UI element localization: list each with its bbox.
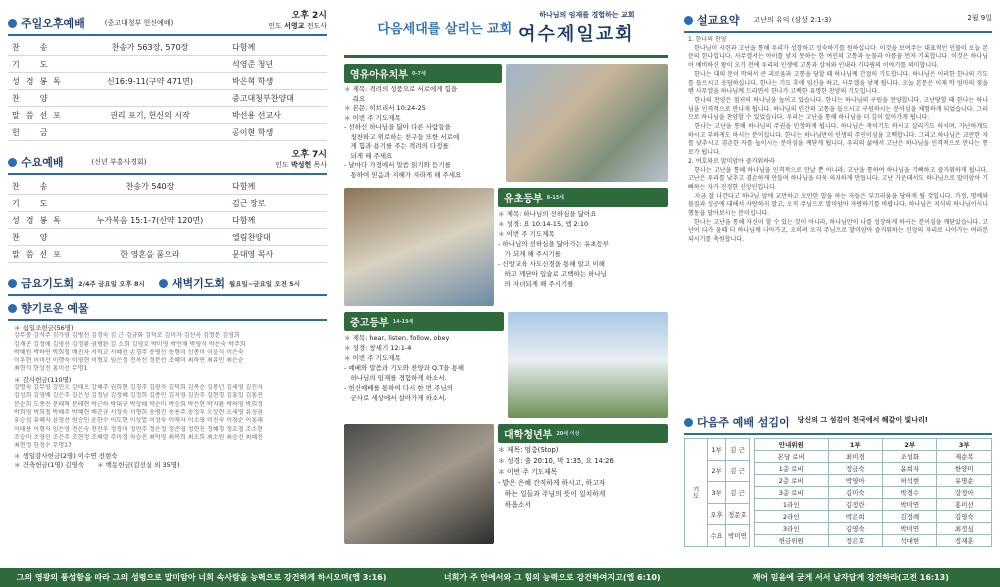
title-text: 영유아유치부 [350,70,408,81]
middle-column [340,0,672,568]
name-line: 조승미 조영선 조은주 조현정 조혜령 주미경 차승진 최덕영 최복희 최소희 최소원 최승진 최혜진 [14,433,263,441]
title-text: 설교요약 [697,14,740,27]
guide-cell: 김정례 [883,511,937,523]
name-line: 최현식 한상진 홍미선 무명1 [14,365,88,373]
sermon-paragraph: 1. 한나의 찬양 [688,36,727,43]
leader-role: 목사 [313,161,327,169]
dawn-prayer [159,275,300,291]
bullet-icon [8,279,17,288]
order-person: 다함께 [232,42,256,52]
order-content: 권리 포기, 헌신의 시작 [110,110,190,120]
infant-header [344,64,502,83]
next-week-header [684,410,992,430]
age: 8-13세 [546,195,564,201]
child-header [498,188,668,207]
wed-order [8,178,327,263]
order-content: 찬송가 540장 [125,181,175,191]
age: 0-7세 [411,71,426,77]
right-column [676,0,1000,568]
name-line: 문순희 도종진 문태혁 문태현 박근하 박대규 박상혜 박순미 박승희 박은현 박지환 박하영 박희정 [14,400,263,408]
prayer-person: 김 근 [725,482,749,504]
order-label: 성경봉독 [12,76,67,86]
left-column [0,0,335,568]
next-week-sub: 당신의 그 섬김이 천국에서 해같이 빛나리! [797,416,929,424]
prayer-service: 오후 [708,503,726,525]
guide-cell: 제순복 [937,451,992,463]
sermon-paragraph: 한나는 고난을 통해 하나님의 주권을 인정하게 됩니다. 하나님은 죽이기도 하시고 살리기도 하시며, 가난하게도 하시고 부하게도 하시는 분이십니다. 한나는 하나님만이 인생의 주인이심을 고백합니다. 그리고 하나님은 교만한 자를 낮추시고 겸손한 자를 높이시는 분이심을 깨닫게 됩니다. 우리의 삶에서 고난은 하나님을 인격적으로 만나는 통로가 됩니다. [688,123,990,157]
title-text: 금요기도회 [21,277,75,290]
guide-cell: 조성화 [883,451,937,463]
guide-cell: 최정심 [937,523,992,535]
name-line: 강명숙 강무영 강민오 강태오 강혜주 권희현 김경주 김광자 김덕희 김복순 김봉년 김세영 김진자 [14,384,263,392]
guide-row [755,499,992,511]
youth-header [344,312,504,331]
order-content: 찬송가 563장, 570장 [111,42,189,52]
child-text-block [498,188,668,306]
subtitle: (신년 부흥사경회) [91,158,147,166]
prayer-service: 1부 [708,439,726,461]
college-photo [344,424,494,544]
order-person: 문대영 목사 [232,249,274,259]
prayer-person: 김 근 [725,439,749,461]
name-line: 박희영 박희철 박혜주 박혜현 배준규 서정욱 서형희 송병진 송용주 송정우 오상현 오세영 유성권 [14,408,263,416]
guide-cell: 박미연 [883,499,937,511]
bullet-icon [684,418,693,427]
guide-cell: 정은호 [828,535,882,547]
sunday-order [8,39,327,141]
sermon-subtitle: 고난의 유익 (삼상 2:1-3) [753,16,832,24]
church-name: 여수제일교회 [518,23,635,45]
footer-right: 깨어 믿음에 굳게 서서 남자답게 강건하라(고전 16:13) [752,573,949,582]
footer-banner [0,568,1000,587]
leader: 박성헌 [290,161,312,169]
youth-section [344,312,668,418]
title-text: 주일오후예배 [21,17,85,30]
guide-cell: 강정아 [937,487,992,499]
guide-row [755,511,992,523]
divider [8,294,327,296]
guide-cell: 김미숙 [828,487,882,499]
guide-cell: 석대현 [883,535,937,547]
order-label: 헌 금 [12,127,54,137]
guide-cell: 본당 로비 [755,451,829,463]
name-line: 이태용 이형자 임은영 전은숙 전찬우 정경미 정연주 정은정 정준영 정현진 정혜경 정호철 조소현 [14,425,263,433]
title-text: 새벽기도회 [171,277,225,290]
divider [684,433,992,435]
college-header [498,424,668,443]
guide-cell: 박영아 [828,475,882,487]
divider [684,31,992,33]
prayer-label: 기도 [685,439,708,547]
bullet-icon [8,158,17,167]
order-row [8,124,327,141]
child-text: ＊ 제목: 하나님의 선하심을 닮아요 ＊ 성경: 요 10:14-15, 엡 2:10 ＊ 이번 주 기도제목 - 하나님의 선하심을 닮아가는 유초등부 가 되게 해 주시기를 - 신앙교육 사도신경을 통해 알고 이해 하고 깨닫아 입술로 고백하는 하나님 의 자녀되게 해 주시기를 [498,210,610,288]
guide-cell: 2라인 [755,511,829,523]
order-row [8,107,327,124]
order-row [8,39,327,56]
next-week-title [684,414,790,430]
college-section [344,424,668,544]
order-person: 엘림찬양대 [232,232,271,242]
guide-cell: 윤희자 [883,463,937,475]
order-person: 박선용 선교사 [232,110,281,120]
sermon-paragraph: 한나는 고난을 통해 하나님을 인격적으로 만날 뿐 아니라, 고난을 통하여 하나님을 기뻐하고 즐거워하게 됩니다. 고난은 우리를 낮추고 겸손하게 만들며 하나님을 더욱 의지하게 만듭니다. 고난 가운데서도 하나님으로 말미암아 기뻐하는 자가 진정한 신앙인입니다. [688,166,990,191]
child-section [344,188,668,306]
leader-prefix: 인도 [268,22,282,30]
age: 20세 이상 [556,431,580,437]
name-line: 강무중 강석주 김가영 김병선 김경숙 김 근 김금화 김덕로 김미자 김선옥 김명문 김영희 [14,332,240,340]
guide-row [755,451,992,463]
bullet-icon [159,279,168,288]
college-text: ＊ 제목: 멈춤(Stop) ＊ 성경: 출 20:10, 막 1:35, 요 14:26 ＊ 이번 주 기도제목 - 밭은 은혜 간직하게 하시고, 하고자 하는 일들과 주님의 뜻이 일치하게 하옵소서 [498,446,614,509]
tithe-names [14,332,327,373]
masthead [344,0,668,58]
subtitle: (중고대청부 헌신예배) [104,19,174,27]
title-text: 수요예배 [21,156,64,169]
prayer-meetings [8,271,327,291]
offering-title [8,300,327,316]
guide-cell: 헌금위원 [755,535,829,547]
masthead-tagline: 하나님의 임재를 경험하는 교회 [539,10,635,19]
order-label: 찬 송 [12,181,54,191]
name-line: 유승심 유혜자 윤영선 원승민 윤한수 이도현 이상열 이성숙 이애자 이소영 이진숙 이창순 이홍래 [14,417,263,425]
youth-photo [508,312,668,418]
guide-cell: 김영숙 [828,523,882,535]
guide-cell: 김영숙 [937,511,992,523]
guide-row [755,487,992,499]
guide-cell: 1층 로비 [755,463,829,475]
tithe-label: ＊ 십일조헌금(56명) [14,324,74,332]
footer-mid: 너희가 주 안에서와 그 힘의 능력으로 강건하여지고(엡 6:10) [443,573,661,582]
order-label: 기 도 [12,59,54,69]
guide-cell: 3층 로비 [755,487,829,499]
sermon-paragraph: 2. 여호와로 말미암아 즐거워하라 [688,157,775,165]
birthday-offering: ＊ 생일감사헌금(2명) 이수연 전현숙 [14,452,118,461]
leader-prefix: 인도 [275,161,289,169]
divider [8,319,327,321]
guide-cell: 정재훈 [937,535,992,547]
guide-cell: 박은희 [828,511,882,523]
guide-cell: 박미연 [883,523,937,535]
title-text: 향기로운 예물 [21,302,89,315]
guide-header: 3부 [937,439,992,451]
sermon-header [684,8,992,28]
masthead-slogan: 다음세대를 살리는 교회 [377,22,513,37]
servants [684,438,992,547]
guide-row [755,523,992,535]
prayer-service: 수요 [708,525,726,547]
leader: 서영교 [284,22,305,30]
youth-text-block [344,312,504,418]
sermon-paragraph: 한나의 찬양은 철저히 하나님을 높이고 있습니다. 한나는 하나님의 구원을 찬양합니다. 고난당할 때 한나는 하나님을 인격적으로 만나게 됩니다. 하나님의 인간의 고통을 들으시고 구원하시는 분이심을 체험하게 되었습니다. 그러므로 하나님을 찬양할 수 있었습니다. 우리는 고난을 통해 하나님을 더 깊이 알아가게 됩니다. [688,96,988,122]
footer-left: 그의 영광의 풍성함을 따라 그의 성령으로 말미암아 너희 속사람을 능력으로 강건하게 하시오며(엡 3:16) [16,573,387,582]
order-row [8,212,327,229]
title-text: 다음주 예배 섬김이 [697,416,790,429]
sunday-pm-header [8,8,327,31]
guide-header: 안내위원 [755,439,829,451]
order-person: 박은혁 학생 [232,76,274,86]
order-row [8,73,327,90]
order-row [8,90,327,107]
order-content: 신16:9-11(구약 471면) [107,76,193,86]
title-text: 유초등부 [504,194,543,205]
guide-header: 1부 [828,439,882,451]
offering-list [8,324,327,469]
bullet-icon [8,304,17,313]
guide-cell: 3라인 [755,523,829,535]
order-row [8,246,327,263]
guide-cell: 최미경 [828,451,882,463]
order-label: 말씀선포 [12,249,67,259]
divider [8,173,327,175]
time-leader [268,8,327,31]
thanks-names [14,384,327,450]
guide-row [755,463,992,475]
college-text-block [498,424,668,544]
guide-table [754,438,992,547]
guide-row [755,535,992,547]
wed-header [8,147,327,170]
guide-cell: 1라인 [755,499,829,511]
order-label: 찬 양 [12,232,54,242]
sunday-pm-title [8,15,173,31]
name-line: 이우현 이미선 이행숙 이영현 이형호 임은정 전옥선 정문선 조혜미 최하연 최유민 최은순 [14,357,244,365]
prayer-service: 2부 [708,460,726,482]
infant-photo [506,64,668,182]
prayer-person: 김 근 [725,460,749,482]
name-line: 최현정 한정수 무명17 [14,442,72,450]
infant-text-block [344,64,502,182]
prayer-service: 3부 [708,482,726,504]
order-person: 석영준 청년 [232,59,274,69]
guide-cell: 김정란 [828,499,882,511]
sermon-title [684,12,831,28]
sermon-paragraph: 한나님이 시련과 고난을 통해 우리가 성장하고 성숙하기를 원하십니다. 이것을 보여주는 대표적인 인물이 오늘 본문의 한나입니다. 사무엘서는 아이를 낳지 못하는 한 여인의 고통과 눈물과 아픔을 먼저 기록합니다. 이것은 하나님이 예비하신 왕이 오기 전에 우리의 인생에 고통과 상처와 인내라 기다림의 이야기를 의미합니다. [688,44,988,70]
guide-row [755,475,992,487]
order-label: 기 도 [12,198,54,208]
sermon-date: 2월 9일 [967,14,992,22]
order-person: 다함께 [232,215,256,225]
guide-cell: 박경수 [883,487,937,499]
order-content: 누가복음 15:1-7(신약 120면) [96,215,204,225]
title-text: 대학청년부 [504,430,553,441]
sermon-paragraph: 지금 잘 나간다고 하나님 앞에 교만하고 오만한 말을 하는 자들은 부끄러움을 당하게 될 것입니다. 가정, 명예와 물질과 성공에 대해서 자랑하지 말고, 오직 주님으로 말미암아 자랑하기를 바랍니다. 하나님은 지식의 하나님이시니 행동을 달아보시는 분이십니다. [688,192,990,218]
order-row [8,229,327,246]
order-content: 한 영혼을 품으라 [120,249,180,259]
name-line: 김재곤 김정애 김영선 김정환 권병완 김 소희 김영호 박미영 박만채 박영식 박은숙 박주희 [14,340,246,348]
sub: 2/4주 금요일 오후 8시 [78,279,145,288]
prayer-table [684,438,750,547]
age: 14-19세 [392,319,414,325]
prayer-person: 박미연 [725,525,749,547]
guide-cell: 홍미선 [937,499,992,511]
time-leader [275,147,327,170]
guide-header: 2부 [883,439,937,451]
sermon-paragraph: 한나는 대의 문이 막혀서 큰 괴로움과 고통을 당할 때 하나님께 간절히 기도합니다. 하나님은 이러한 한나의 기도를 들으시고 응답하십니다. 한나는 기도 후에 임신을 하고, 사무엘을 낳게 됩니다. 오늘 본문은 이제 막 엄마의 젖을 뗀 사무엘을 하나님께 드리면서 한나가 고백한 유명한 찬양의 기도입니다. [688,70,990,96]
order-row [8,56,327,73]
prayer-person: 정문호 [725,503,749,525]
building-offering: ＊ 건축헌금(1명) 김영숙 ＊ 백동헌금(김선실 외 35명) [14,460,180,469]
order-label: 성경봉독 [12,215,67,225]
guide-cell: 허석현 [883,475,937,487]
order-person: 김근 장로 [232,198,266,208]
prayer-row [685,439,750,461]
order-person: 공이현 학생 [232,127,274,137]
order-row [8,195,327,212]
wed-title [8,154,147,170]
guide-cell: 정금숙 [828,463,882,475]
bullet-icon [8,19,17,28]
order-label: 찬 송 [12,42,54,52]
guide-cell: 유명순 [937,475,992,487]
guide-cell: 한양미 [937,463,992,475]
thanks-label: ＊ 감사헌금(110명) [14,375,72,384]
bullet-icon [684,16,693,25]
order-row [8,178,327,195]
name-line: 박혜원 박하연 박희철 배진자 서덕교 서혜선 손경주 송병선 송형미 신종미 이윤식 이은숙 [14,348,244,356]
child-photo [344,188,494,306]
time: 오후 2시 [291,11,327,21]
order-label: 말씀선포 [12,110,67,120]
infant-section [344,64,668,182]
sermon-paragraph: 한나는 고난을 통해 자신이 할 수 있는 것이 아니라, 하나님만이 나를 성장하게 하시는 분이심을 깨닫았습니다. 고난이 다가 올때 더 하나님께 나아가고, 오히려 오직 주님으로 말미암아 즐거워하는 신앙의 자리로 나아가는 여러분 되시기를 축원합니다. [688,218,990,244]
leader-role: 전도사 [306,22,327,30]
time: 오후 7시 [291,150,327,160]
sub: 월요일~금요일 오전 5시 [228,279,300,288]
name-line: 김성희 김영배 김은주 김은성 김정남 김정혜 김정희 김종민 김지영 김진주 김현경 김홍일 김홍진 [14,392,263,400]
divider [8,34,327,36]
infant-text: ＊ 제목: 격려의 성품으로 서로에게 힘을 줘요 ＊ 본문: 히브리서 10:24-25 ＊ 이번 주 기도제목 - 선하신 하나님을 닮아 다른 사람들을 칭찬하고 위로하는 친구들 또한 서로에 게 힘과 용기를 주는 격려의 다정를 되게 해 주세요 - 날마다 가정에서 말씀 읽기와 듣기를 통하여 믿음과 지혜가 자라게 해 주세요 [344,85,462,179]
title-text: 중고등부 [350,318,389,329]
order-label: 찬 양 [12,93,54,103]
fri-prayer [8,275,145,291]
sermon-body [684,36,992,406]
youth-text: ＊ 제목: hear, listen, follow, obey ＊ 성경: 창세기 12:1-4 ＊ 이번 주 기도제목 - 예배와 말씀과 기도와 찬양과 Q.T을 통해 하나님의 임재를 경험하게 하소서. - 헌신예배를 통하여 다시 한 번 주님의 군사로 세상에서 살아가게 하소서. [344,334,465,402]
order-person: 중고대청부찬양대 [232,93,294,103]
guide-cell: 2층 로비 [755,475,829,487]
order-person: 다함께 [232,181,256,191]
